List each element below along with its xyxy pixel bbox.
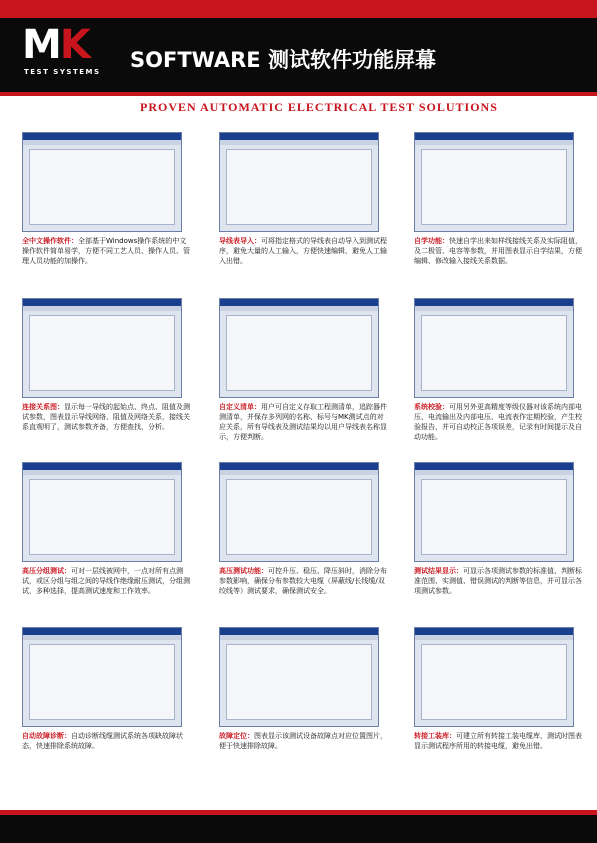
feature-panel [414,298,582,458]
subtitle-red-line [0,92,597,96]
feature-description: 可建立所有转接工装电缆库，测试时图表显示测试程序所用的转接电缆，避免出错。 [414,732,582,750]
feature-description: 全部基于Windows操作系统的中文操作软件简单易学，方便不同工艺人员、操作人员、管理人员功能的加操作。 [22,237,190,265]
feature-caption [22,402,190,432]
software-screenshot [219,298,379,398]
feature-panel [219,627,387,787]
software-screenshot [22,627,182,727]
software-screenshot [414,132,574,232]
logo-subtext: TEST SYSTEMS [24,68,101,76]
feature-caption [219,731,387,751]
feature-caption [22,236,190,266]
feature-description: 自动诊断线缆测试系统各项缺故障状态，快速排除系统故障。 [22,732,183,750]
feature-title: 系统校验： [414,403,449,411]
feature-panel [22,462,190,622]
header-red-band [0,0,597,18]
feature-caption [414,566,582,596]
feature-panel [414,627,582,787]
feature-panel [219,132,387,292]
software-screenshot [22,462,182,562]
feature-description: 快速自学出来如样线接线关系及实际阻值，及二极管、电容等参数，并用图表显示自学结果，方便编辑、修改输入接线关系数据。 [414,237,582,265]
feature-title: 自动故障诊断： [22,732,71,740]
feature-caption [219,566,387,596]
company-logo [22,22,112,82]
feature-title: 自定义清单： [219,403,261,411]
feature-panel [414,462,582,622]
feature-title: 连接关系图： [22,403,64,411]
feature-title: 转接工装库： [414,732,456,740]
page-title: SOFTWARE 测试软件功能屏幕 [130,48,436,72]
feature-caption [22,566,190,596]
feature-description: 显示每一导线的起始点、终点、阻值及测试参数，图表显示导线网络、阻值及网络关系，接线关系直观明了，测试参数齐备，方便查找、分析。 [22,403,190,431]
feature-title: 高压分组测试： [22,567,71,575]
feature-caption [414,731,582,751]
feature-caption [22,731,190,751]
software-screenshot [219,132,379,232]
feature-panel [219,298,387,458]
software-screenshot [414,462,574,562]
feature-description: 可用另外更高精度等级仪器对该系统内部电压、电流输出及内部电压、电流表作定期校验，产生校验报告，并可自动校正各项误差，记录有时间提示及自动功能。 [414,403,582,441]
page-subtitle: PROVEN AUTOMATIC ELECTRICAL TEST SOLUTIONS [140,100,498,114]
feature-panel [22,627,190,787]
footer-red-band [0,810,597,815]
feature-title: 自学功能： [414,237,449,245]
feature-description: 可将指定格式的导线表自动导入到测试程序，避免大量的人工输入，方便快速编辑，避免人工输入出错。 [219,237,387,265]
feature-title: 高压测试功能： [219,567,268,575]
feature-panel [22,132,190,292]
feature-panel [414,132,582,292]
feature-title: 导线表导入： [219,237,261,245]
feature-description: 图表显示该测试设备故障点对应位置图片，便于快速排除故障。 [219,732,387,750]
logo-mark: MK [22,22,89,68]
software-screenshot [414,298,574,398]
software-screenshot [22,132,182,232]
feature-panel [22,298,190,458]
feature-description: 可控升压、稳压、降压斜时，消除分布参数影响，确保分布参数较大电缆（屏蔽线/长线缆/双绞线等）测试要求，确保测试安全。 [219,567,387,595]
feature-caption [219,236,387,266]
feature-panel [219,462,387,622]
software-screenshot [219,627,379,727]
feature-title: 全中文操作软件： [22,237,78,245]
feature-description: 用户可自定义存取工程测清单，追踪器件测清单，并保存多列网的名称、标号与MK测试点的对应关系，所有导线表及测试结果均以用户导线表名称显示，方便判断。 [219,403,387,441]
software-screenshot [414,627,574,727]
feature-description: 可显示各项测试参数的标准值、判断标准范围、实测值、错误测试的判断等信息，并可显示各项测试参数。 [414,567,582,595]
software-screenshot [22,298,182,398]
software-screenshot [219,462,379,562]
feature-caption [219,402,387,442]
feature-caption [414,236,582,266]
feature-title: 测试结果显示： [414,567,463,575]
feature-description: 可对一层线被网中，一点对所有点测试，或区分组与组之间的导线作绝缘耐压测试，分组测试，多种选择，提高测试速度和工作效率。 [22,567,190,595]
feature-caption [414,402,582,442]
feature-title: 故障定位： [219,732,254,740]
